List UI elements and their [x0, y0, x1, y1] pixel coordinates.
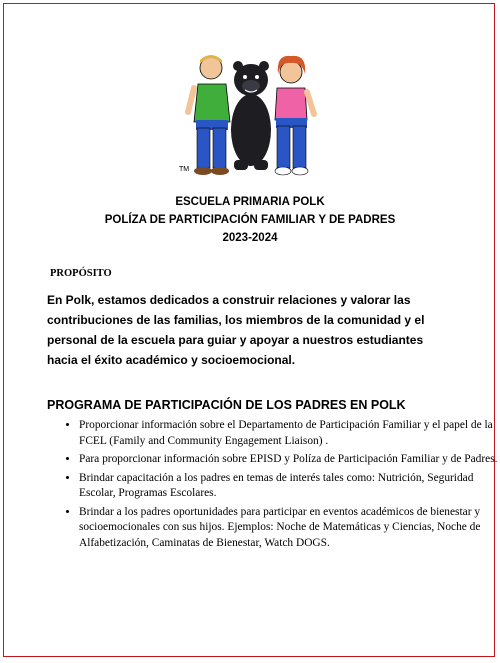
school-name: ESCUELA PRIMARIA POLK [175, 196, 325, 208]
program-heading: PROGRAMA DE PARTICIPACIÓN DE LOS PADRES EN POLK [47, 398, 406, 412]
list-item: • Brindar capacitación a los padres en temas de interés tales como: Nutrición, Seguridad Escolar, Programas Escolares. [79, 471, 499, 502]
purpose-paragraph: En Polk, estamos dedicados a construir relaciones y valorar las contribuciones de las familias, los miembros de la comunidad y el personal de la escuela para guiar y apoyar a nuestros estudiantes hacia el éxito académico y socioemocional. [47, 293, 425, 367]
list-item: • Proporcionar información sobre el Departamento de Participación Familiar y el papel de la FCEL (Family and Community Engagement Liaison) . [79, 418, 499, 449]
trademark-mark: TM [179, 166, 190, 173]
policy-title: POLÍZA DE PARTICIPACIÓN FAMILIAR Y DE PADRES [104, 214, 396, 226]
program-list [47, 418, 499, 554]
list-item: • Para proporcionar información sobre EPISD y Políza de Participación Familiar y de Padres. [79, 452, 499, 468]
list-item: • Brindar a los padres oportunidades para participar en eventos académicos de bienestar y socioemocionales con sus hijos. Ejemplos: Noche de Matemáticas y Ciencias, Noche de Alfabetización, Caminatas de Bienestar, Watch DOGS. [79, 505, 499, 552]
school-year: 2023-2024 [222, 232, 278, 244]
panther-mascot-with-family-icon [176, 50, 326, 178]
purpose-heading: PROPÓSITO [50, 268, 112, 279]
